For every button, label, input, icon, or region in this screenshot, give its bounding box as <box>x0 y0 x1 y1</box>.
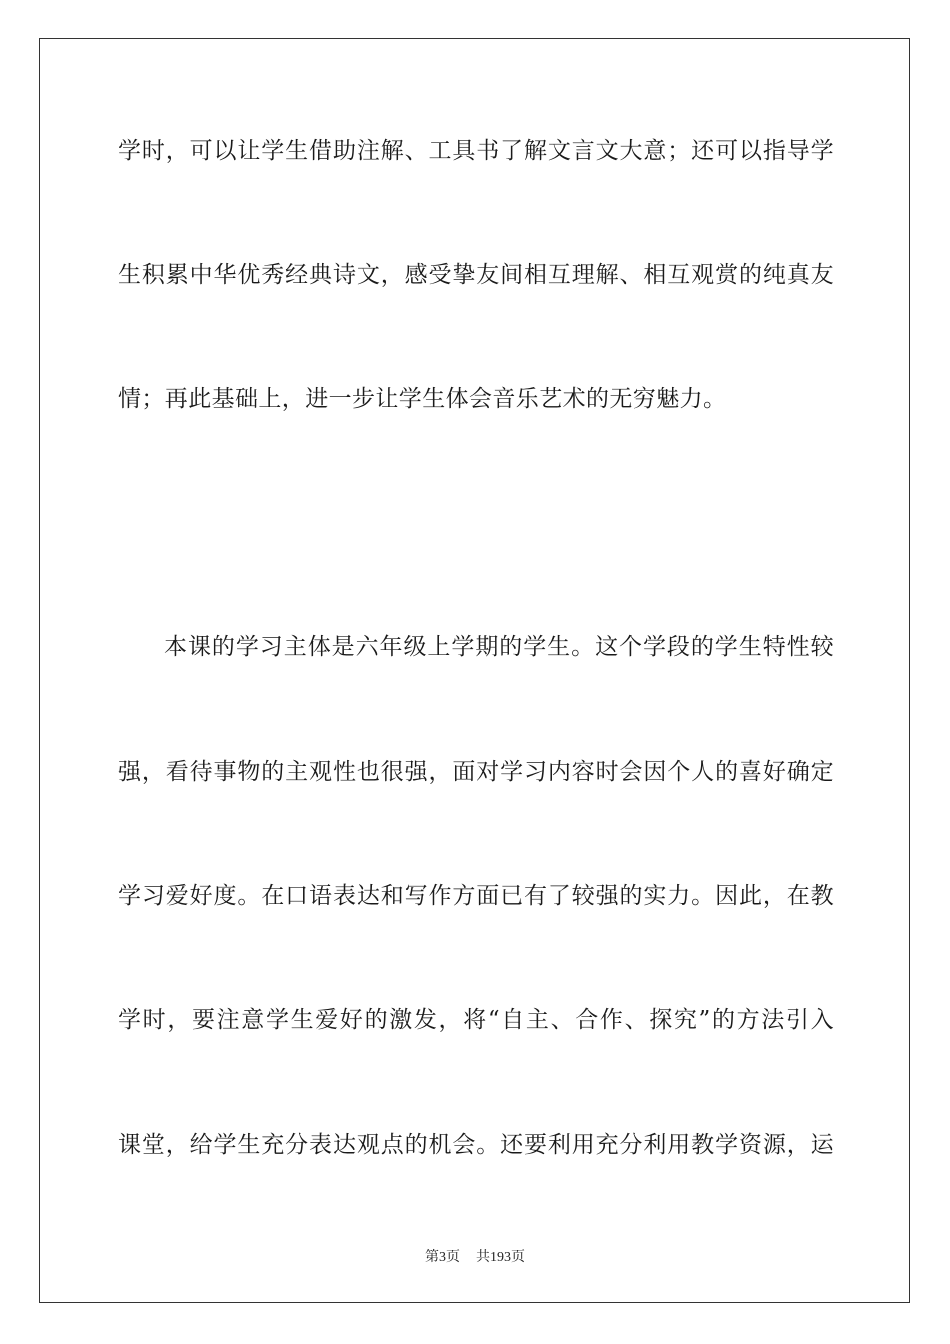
paragraph-line: 学时，要注意学生爱好的激发，将“自主、合作、探究”的方法引入 <box>118 1007 834 1033</box>
paragraph-line: 本课的学习主体是六年级上学期的学生。这个学段的学生特性较 <box>164 634 834 660</box>
paragraph-line: 强，看待事物的主观性也很强，面对学习内容时会因个人的喜好确定 <box>118 759 834 785</box>
page-footer <box>0 1246 950 1266</box>
total-pages: 共193页 <box>476 1250 525 1265</box>
paragraph-line: 情；再此基础上，进一步让学生体会音乐艺术的无穷魅力。 <box>118 386 727 412</box>
paragraph-line: 学时，可以让学生借助注解、工具书了解文言文大意；还可以指导学 <box>118 138 834 164</box>
page-number: 第3页 <box>425 1250 460 1265</box>
paragraph-line: 课堂，给学生充分表达观点的机会。还要利用充分利用教学资源，运 <box>118 1132 834 1158</box>
paragraph-line: 学习爱好度。在口语表达和写作方面已有了较强的实力。因此，在教 <box>118 883 834 909</box>
page-border <box>39 38 910 1303</box>
paragraph-line: 生积累中华优秀经典诗文，感受挚友间相互理解、相互观赏的纯真友 <box>118 262 834 288</box>
